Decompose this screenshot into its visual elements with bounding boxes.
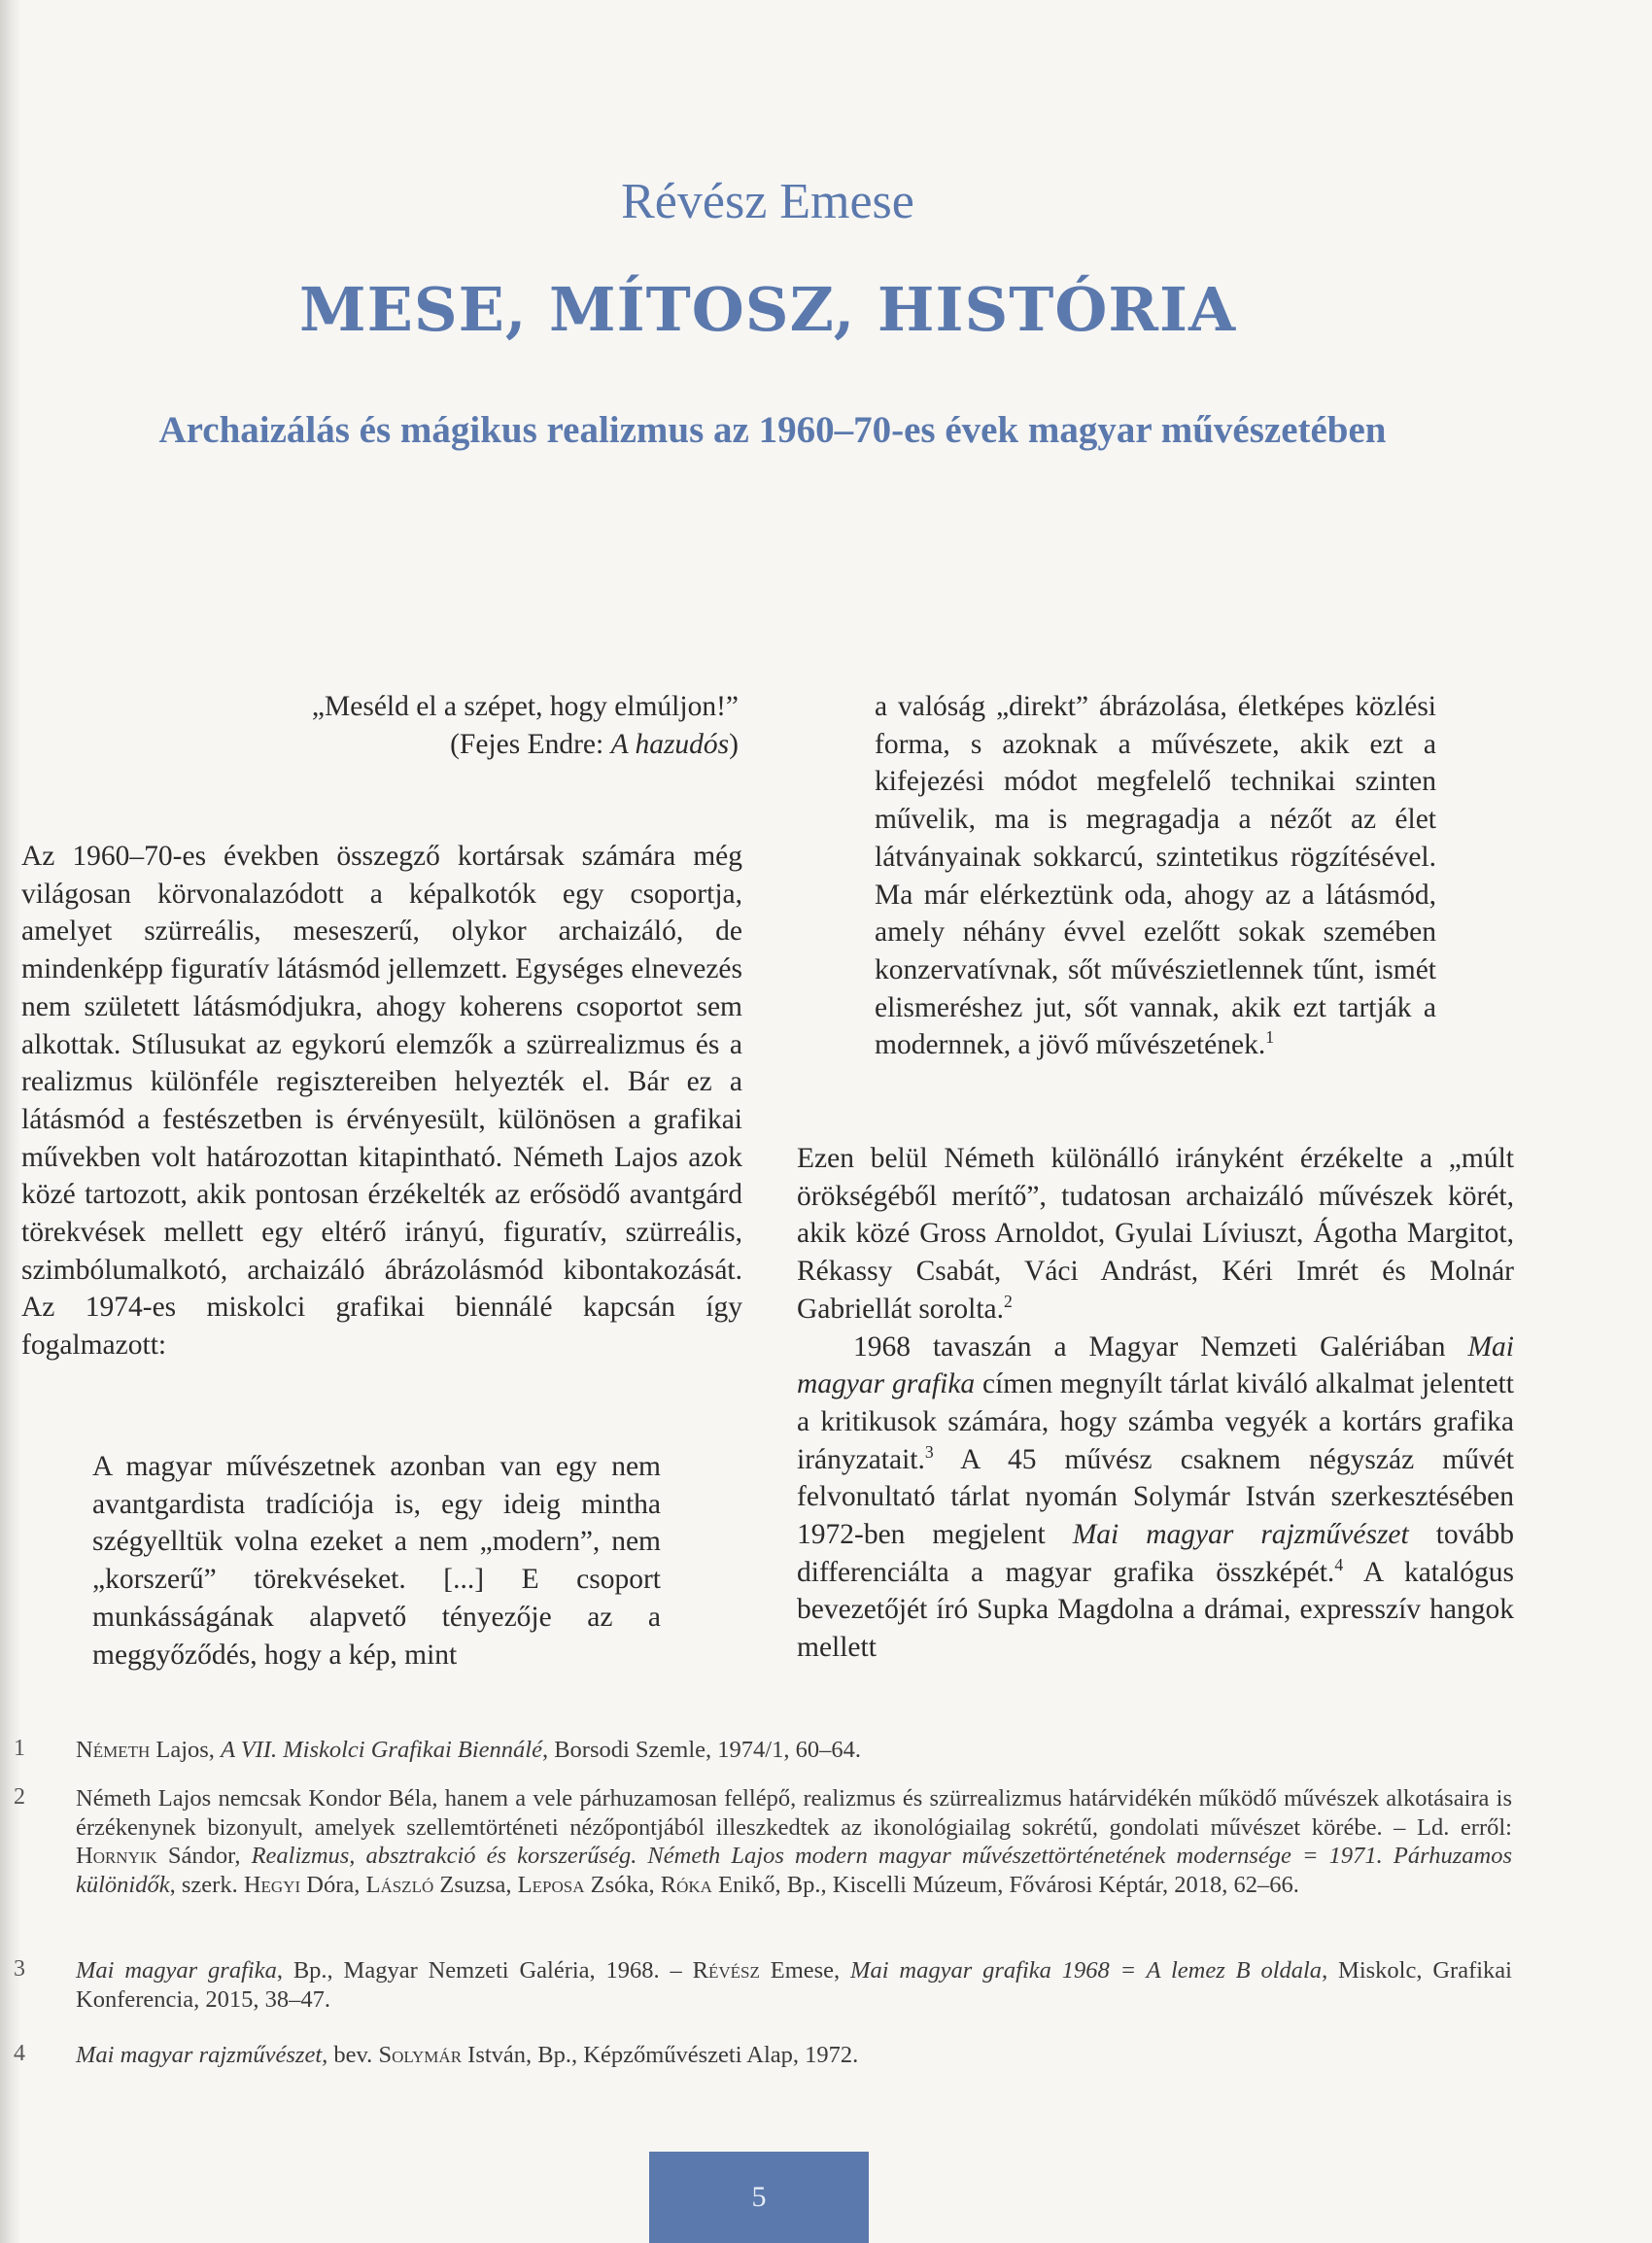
- footnote-number-4: 4: [14, 2041, 25, 2066]
- body-paragraph-1: Az 1960–70-es években összegző kortársak számára még világosan körvonalazódott a képalkotók egy csoportja, amelyet szürreális, meseszerű, olykor archaizáló, de mindenképp figuratív látásmód jellemzett. Egységes elnevezés nem született látásmódjukra, ahogy koherens csoportot sem alkottak. Stílusukat az egykorú elemzők a szürrealizmus és a realizmus különféle regisztereiben helyezték el. Bár ez a látásmód a festészetben is érvényesült, különösen a grafikai művekben volt határozottan kitapintható. Németh Lajos azok közé tartozott, akik pontosan érzékelték az erősödő avantgárd törekvések mellett egy eltérő irányú, figuratív, szürreális, szimbólumalkotó, archaizáló ábrázolásmód kibontakozását. Az 1974-es miskolci grafikai biennálé kapcsán így fogalmazott:: [21, 841, 742, 1362]
- fn2-text-c: , szerk.: [169, 1871, 244, 1898]
- footnote-4: [76, 2041, 1512, 2070]
- paragraph-3-text-c: A 45 művész csaknem négyszáz művét felvonultató tárlat nyomán Solymár István szerkesztésében 1972-ben megjelent: [797, 1443, 1514, 1551]
- fn1-text-b: , Borsodi Szemle, 1974/1, 60–64.: [541, 1737, 861, 1763]
- fn2-text-f: Zsóka,: [584, 1871, 661, 1898]
- fn2-text-a: Németh Lajos nemcsak Kondor Béla, hanem a vele párhuzamosan fellépő, realizmus és szürrealizmus határvidékén működő művészek alkotásaira is érzékenynek bizonyult, amelyek szellemtörténeti nézőpontjából illeszkedtek az ikonológiailag sokrétű, gondolati művészet körébe. – Ld. erről:: [76, 1785, 1512, 1841]
- fn4-text-a: bev.: [327, 2042, 379, 2068]
- fn1-text-a: Lajos,: [150, 1737, 222, 1763]
- footnote-ref-1[interactable]: 1: [1265, 1027, 1275, 1048]
- left-column: [21, 838, 742, 1364]
- fn3-text-b: Emese,: [759, 1957, 851, 1984]
- paragraph-2-text: Ezen belül Németh különálló irányként érzékelte a „múlt örökségéből merítő”, tudatosan archaizáló művészek körét, akik közé Gross Arnoldot, Gyulai Líviuszt, Ágotha Margitot, Rékassy Csabát, Váci Andrást, Kéri Imrét és Molnár Gabriellát sorolta.: [797, 1143, 1514, 1325]
- article-subtitle: Archaizálás és mágikus realizmus az 1960–70-es évek magyar művészetében: [158, 409, 1387, 451]
- block-quote-continued: [875, 688, 1436, 1064]
- footnote-number-2: 2: [14, 1784, 25, 1810]
- footnote-1: [76, 1736, 1512, 1765]
- paragraph-3-title-1: Mai magyar grafika: [797, 1330, 1514, 1400]
- body-paragraph-3: [797, 1329, 1514, 1667]
- fn3-title-2: Mai magyar grafika 1968 = A lemez B oldala: [850, 1957, 1323, 1984]
- page-number: 5: [751, 2181, 767, 2213]
- fn2-editor-2: László: [365, 1871, 434, 1898]
- motto-source-title: A hazudós: [610, 728, 730, 760]
- paragraph-3-text-e: A katalógus bevezetőjét író Supka Magdolna a drámai, expresszív hangok mellett: [797, 1556, 1514, 1664]
- fn1-author: Németh: [76, 1737, 151, 1763]
- fn2-editor-4: Róka: [660, 1871, 712, 1898]
- paragraph-3-title-2: Mai magyar rajzművészet: [1072, 1519, 1409, 1551]
- motto-source-suffix: ): [729, 728, 739, 760]
- fn3-title-1: Mai magyar grafika: [76, 1957, 277, 1984]
- motto-source: [185, 726, 739, 764]
- fn2-text-b: Sándor,: [156, 1843, 252, 1869]
- page-number-tab: [649, 2152, 869, 2243]
- fn2-editor-3: Leposa: [517, 1871, 585, 1898]
- fn1-title: A VII. Miskolci Grafikai Biennálé: [221, 1737, 542, 1763]
- footnote-3: [76, 1956, 1512, 2014]
- fn2-text-e: Zsuzsa,: [433, 1871, 518, 1898]
- motto-source-prefix: (Fejes Endre:: [450, 728, 611, 760]
- author-name: Révész Emese: [621, 174, 914, 229]
- footnote-number-1: 1: [14, 1736, 25, 1761]
- fn2-editor-1: Hegyi: [243, 1871, 301, 1898]
- right-column-quote: [875, 688, 1436, 1064]
- footnote-ref-4[interactable]: 4: [1334, 1554, 1344, 1574]
- right-column: [797, 1140, 1514, 1667]
- quote-continued-text: a valóság „direkt” ábrázolása, életképes közlési forma, s azoknak a művészete, akik ezt a kifejezési módot megfelelő technikai szinten művelik, ma is megragadja a nézőt az élet látványainak sokkarcú, szintetikus rögzítésével. Ma már elérkeztünk oda, ahogy az a látásmód, amely néhány évvel ezelőtt sokak szemében konzervatívnak, sőt művészietlennek tűnt, ismét elismeréshez jut, sőt vannak, akik ezt tartják a modernnek, a jövő művészetének.: [875, 691, 1436, 1061]
- fn2-author-1: Hornyik: [76, 1843, 157, 1869]
- motto-quote: „Meséld el a szépet, hogy elmúljon!”: [311, 691, 739, 722]
- fn3-author: Révész: [692, 1957, 760, 1984]
- paragraph-3-text-d: tovább differenciálta a magyar grafika összképét.: [797, 1519, 1514, 1588]
- body-paragraph-2: [797, 1140, 1514, 1329]
- footnote-number-3: 3: [14, 1956, 25, 1982]
- block-quote: A magyar művészetnek azonban van egy nem avantgardista tradíciója is, egy ideig mintha szégyelltük volna ezeket a nem „modern”, nem „korszerű” törekvéseket. [...] E csoport munkásságának alapvető tényezője az a meggyőződés, hogy a kép, mint: [92, 1451, 661, 1671]
- fn4-text-b: István, Bp., Képzőművészeti Alap, 1972.: [462, 2042, 859, 2068]
- paragraph-3-text-b: címen megnyílt tárlat kiváló alkalmat jelentett a kritikusok számára, hogy számba vegyék a kortárs grafika irányzatait.: [797, 1368, 1514, 1475]
- footnote-2: [76, 1784, 1512, 1899]
- footnote-ref-3[interactable]: 3: [924, 1441, 934, 1462]
- motto: [185, 688, 739, 763]
- fn2-title: Realizmus, absztrakció és korszerűség. Németh Lajos modern magyar művészettörténetének modernsége = 1971. Párhuzamos különidők: [76, 1843, 1512, 1898]
- fn3-text-a: , Bp., Magyar Nemzeti Galéria, 1968. –: [276, 1957, 693, 1984]
- fn2-text-d: Dóra,: [300, 1871, 366, 1898]
- fn3-text-c: , Miskolc, Grafikai Konferencia, 2015, 38–47.: [76, 1957, 1512, 2013]
- article-title: MESE, MÍTOSZ, HISTÓRIA: [298, 274, 1237, 345]
- footnote-ref-2[interactable]: 2: [1003, 1291, 1013, 1311]
- fn2-text-g: Enikő, Bp., Kiscelli Múzeum, Fővárosi Képtár, 2018, 62–66.: [711, 1871, 1299, 1898]
- paragraph-3-text-a: 1968 tavaszán a Magyar Nemzeti Galériában: [853, 1330, 1468, 1363]
- fn4-title: Mai magyar rajzművészet,: [76, 2042, 328, 2068]
- fn4-editor: Solymár: [378, 2042, 463, 2068]
